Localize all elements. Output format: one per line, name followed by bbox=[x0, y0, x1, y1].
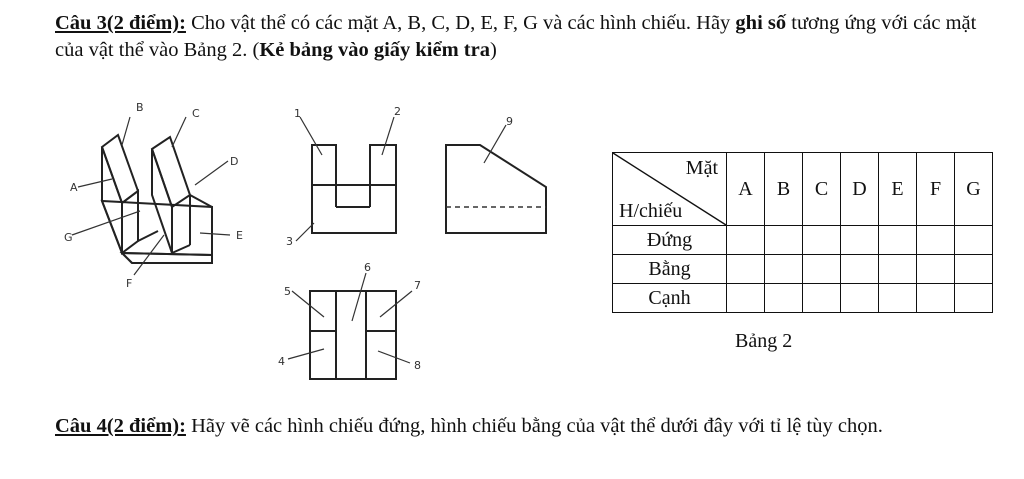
label-4: 4 bbox=[278, 355, 285, 368]
table-corner-cell bbox=[613, 153, 727, 226]
row-header: Bằng bbox=[613, 255, 727, 284]
label-7: 7 bbox=[414, 279, 421, 292]
question-3-bold-1: ghi số bbox=[735, 12, 787, 34]
column-header: C bbox=[803, 153, 841, 226]
table-cell bbox=[765, 255, 803, 284]
side-view bbox=[446, 145, 546, 233]
label-8: 8 bbox=[414, 359, 421, 372]
table-cell bbox=[879, 226, 917, 255]
question-3-text-2: tương ứng với các mặt của vật thể vào Bảng 2. ( bbox=[55, 12, 977, 61]
front-view bbox=[312, 145, 396, 233]
label-1: 1 bbox=[294, 107, 301, 120]
question-3 bbox=[55, 10, 995, 64]
question-3-label: Câu 3(2 điểm): bbox=[55, 12, 186, 34]
column-header: A bbox=[727, 153, 765, 226]
front-view-leaders bbox=[296, 117, 394, 241]
table-cell bbox=[803, 226, 841, 255]
label-F: F bbox=[126, 277, 133, 290]
table-header-row bbox=[613, 153, 993, 226]
table-cell bbox=[803, 284, 841, 313]
label-A: A bbox=[70, 181, 78, 194]
table-cell bbox=[841, 226, 879, 255]
label-E: E bbox=[236, 229, 243, 242]
technical-drawing bbox=[60, 95, 560, 395]
table-cell bbox=[955, 284, 993, 313]
question-3-text-1: Cho vật thể có các mặt A, B, C, D, E, F, G và các hình chiếu. Hãy bbox=[185, 12, 736, 34]
question-4-label: Câu 4(2 điểm): bbox=[55, 415, 186, 437]
label-D: D bbox=[230, 155, 239, 168]
leader-lines bbox=[72, 117, 230, 275]
column-header: E bbox=[879, 153, 917, 226]
label-3: 3 bbox=[286, 235, 293, 248]
table-cell bbox=[879, 255, 917, 284]
table-cell bbox=[917, 255, 955, 284]
label-5: 5 bbox=[284, 285, 291, 298]
table-cell bbox=[765, 226, 803, 255]
question-4 bbox=[55, 413, 1005, 440]
table-cell bbox=[841, 284, 879, 313]
table-row bbox=[613, 226, 993, 255]
corner-label-top: Mặt bbox=[685, 157, 718, 179]
table-cell bbox=[727, 226, 765, 255]
table-cell bbox=[727, 284, 765, 313]
label-G: G bbox=[64, 231, 73, 244]
table-cell bbox=[879, 284, 917, 313]
table-2 bbox=[612, 152, 993, 313]
table-cell bbox=[803, 255, 841, 284]
label-B: B bbox=[136, 101, 144, 114]
question-4-text: Hãy vẽ các hình chiếu đứng, hình chiếu bằng của vật thể dưới đây với tỉ lệ tùy chọn. bbox=[185, 415, 883, 437]
question-3-bold-2: Kẻ bảng vào giấy kiểm tra bbox=[259, 39, 490, 61]
top-view-leaders bbox=[288, 273, 412, 363]
label-9: 9 bbox=[506, 115, 513, 128]
top-view bbox=[310, 291, 396, 379]
row-header: Đứng bbox=[613, 226, 727, 255]
corner-label-bottom: H/chiếu bbox=[619, 200, 683, 222]
table-cell bbox=[917, 226, 955, 255]
table-caption: Bảng 2 bbox=[735, 330, 793, 352]
table-cell bbox=[955, 226, 993, 255]
column-header: B bbox=[765, 153, 803, 226]
row-header: Cạnh bbox=[613, 284, 727, 313]
table-cell bbox=[727, 255, 765, 284]
column-header: G bbox=[955, 153, 993, 226]
table-cell bbox=[955, 255, 993, 284]
label-6: 6 bbox=[364, 261, 371, 274]
table-row bbox=[613, 255, 993, 284]
table-cell bbox=[917, 284, 955, 313]
table-cell bbox=[765, 284, 803, 313]
column-header: F bbox=[917, 153, 955, 226]
question-3-text-3: ) bbox=[489, 39, 497, 61]
label-C: C bbox=[192, 107, 200, 120]
side-view-leader bbox=[484, 125, 506, 163]
table-row bbox=[613, 284, 993, 313]
column-header: D bbox=[841, 153, 879, 226]
table-cell bbox=[841, 255, 879, 284]
label-2: 2 bbox=[394, 105, 401, 118]
